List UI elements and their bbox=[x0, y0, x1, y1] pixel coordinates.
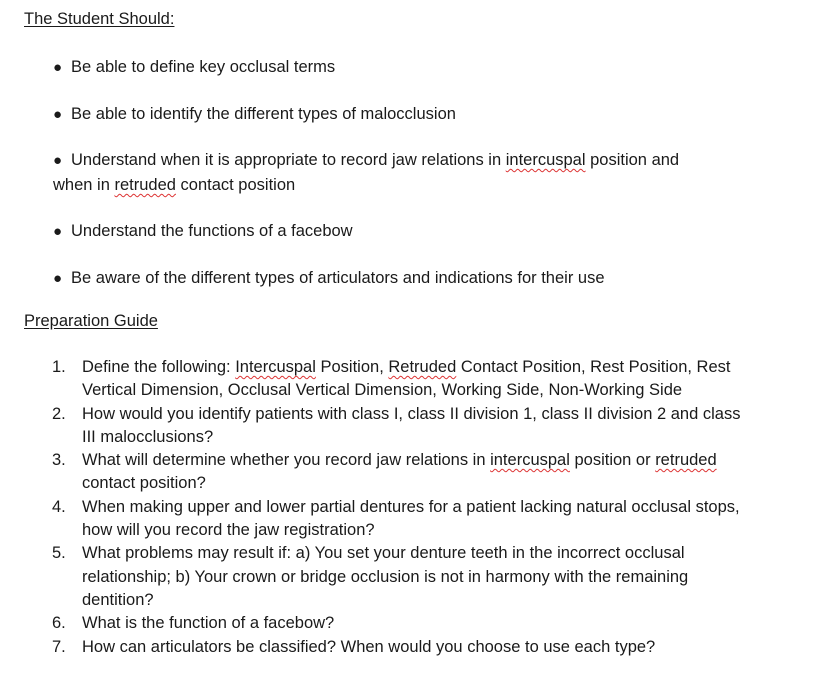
bullet-item: ● Be able to identify the different types of malocclusion bbox=[53, 102, 753, 127]
spellcheck-word[interactable]: retruded bbox=[114, 176, 176, 194]
question-item: 2. How would you identify patients with class I, class II division 1, class II division 2 and class III malocclusions? bbox=[52, 404, 741, 446]
question-item: 5. What problems may result if: a) You set your denture teeth in the incorrect occlusal relationship; b) Your crown or bridge occlusion is not in harmony with the remaining dentition? bbox=[52, 544, 689, 609]
bullet-dot-icon: ● bbox=[53, 152, 63, 169]
spellcheck-word[interactable]: intercuspal bbox=[505, 151, 586, 169]
bullet-dot-icon: ● bbox=[53, 59, 63, 76]
bullet-item: ● Understand when it is appropriate to record jaw relations in intercuspal position and when in retruded contact position bbox=[53, 151, 680, 194]
bullet-dot-icon: ● bbox=[53, 270, 63, 287]
question-item: 6. What is the function of a facebow? bbox=[52, 614, 335, 633]
bullet-item: ● Be aware of the different types of articulators and indications for their use bbox=[53, 266, 753, 291]
bullet-item: ● Understand the functions of a facebow bbox=[53, 219, 753, 244]
question-item: 4. When making upper and lower partial dentures for a patient lacking natural occlusal stops, how will you record the jaw registration? bbox=[52, 497, 740, 540]
bullet-dot-icon: ● bbox=[53, 223, 63, 240]
preparation-guide-heading: Preparation Guide bbox=[24, 312, 158, 330]
question-list bbox=[52, 356, 742, 659]
spellcheck-word[interactable]: Intercuspal bbox=[235, 358, 316, 376]
question-item: 1. Define the following: Intercuspal Position, Retruded Contact Position, Rest Position, Rest Vertical Dimension, Occlusal Vertical Dimension, Working Side, Non-Working Side bbox=[52, 358, 731, 400]
spellcheck-word[interactable]: Retruded bbox=[388, 358, 457, 376]
student-should-heading: The Student Should: bbox=[24, 10, 175, 28]
bullet-item: ● Be able to define key occlusal terms bbox=[53, 55, 753, 80]
question-item: 3. What will determine whether you record jaw relations in intercuspal position or retruded contact position? bbox=[52, 451, 717, 493]
question-item: 7. How can articulators be classified? When would you choose to use each type? bbox=[52, 637, 656, 656]
bullet-dot-icon: ● bbox=[53, 106, 63, 123]
spellcheck-word[interactable]: intercuspal bbox=[490, 451, 570, 470]
spellcheck-word[interactable]: retruded bbox=[655, 451, 717, 470]
